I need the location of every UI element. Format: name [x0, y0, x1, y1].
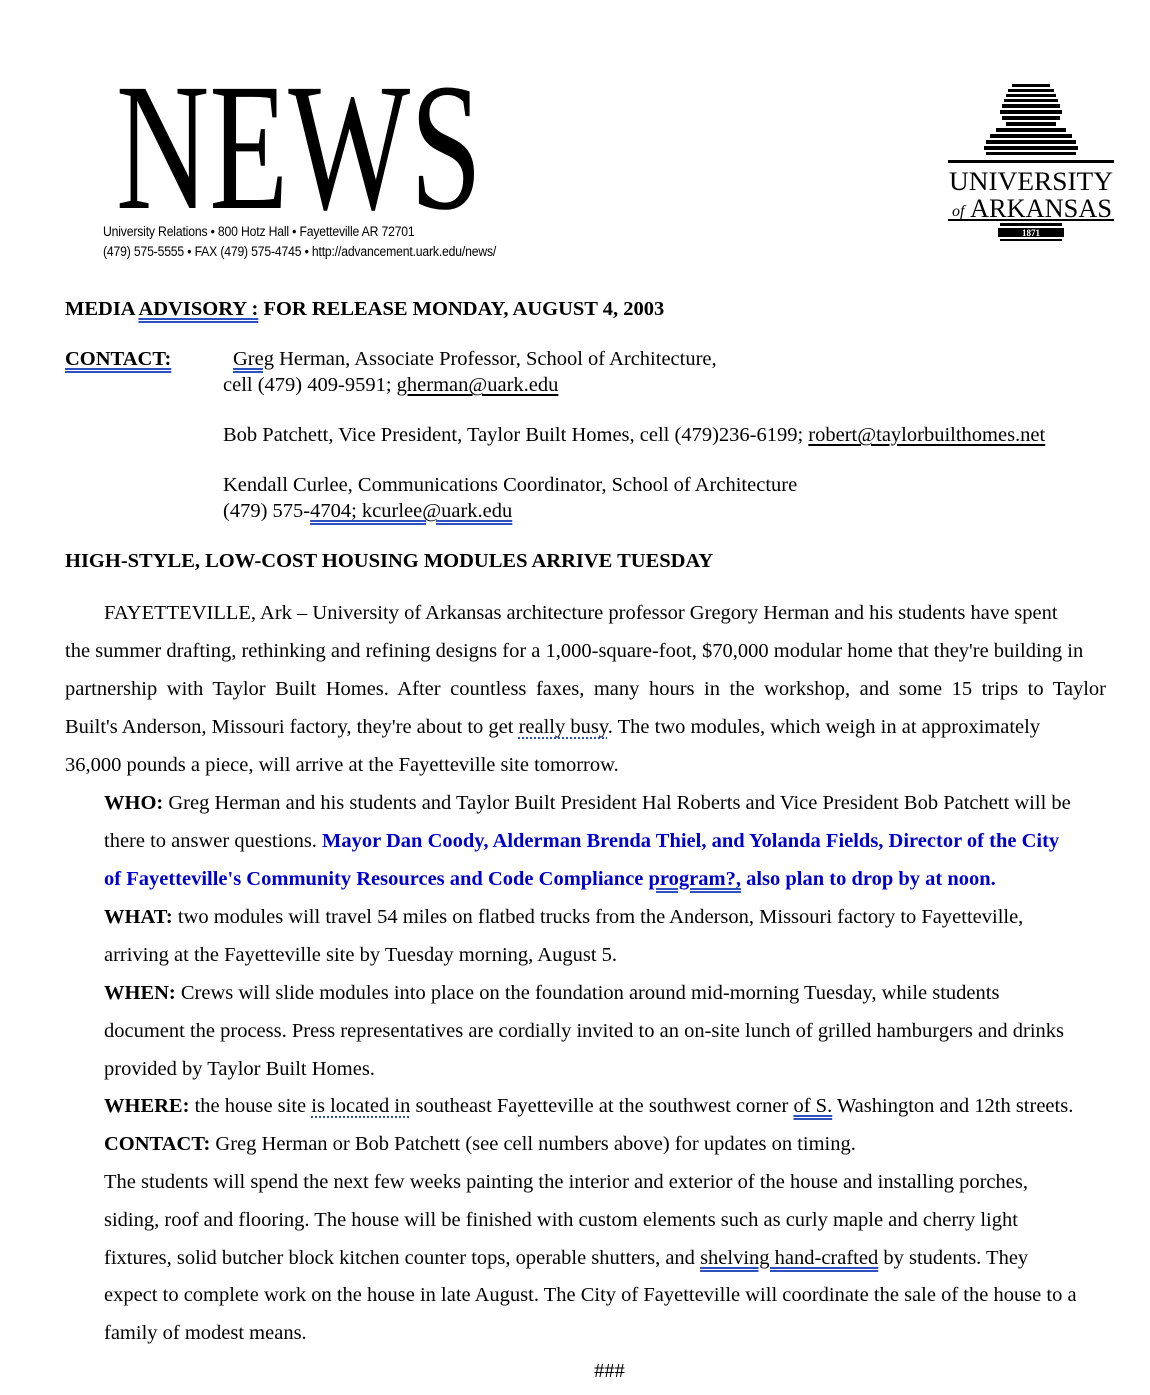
who-text-1: Greg Herman and his students and Taylor Built President Hal Roberts and Vice President Bob Patchett will be [163, 792, 1071, 814]
when-text-1: Crews will slide modules into place on the foundation around mid-morning Tuesday, while students [175, 982, 1000, 1004]
release-date: FOR RELEASE MONDAY, AUGUST 4, 2003 [258, 298, 665, 320]
body-paragraph-1-line-2: the summer drafting, rethinking and refining designs for a 1,000-square-foot, $70,000 modular home that they're building in [65, 640, 1084, 662]
contact-1-email-link[interactable]: gherman@uark.edu [396, 374, 559, 396]
who-text-3a: of Fayetteville's Community Resources and Code Compliance [104, 868, 649, 890]
who-line-2 [104, 822, 1059, 860]
where-c: southeast Fayetteville at the southwest corner [410, 1095, 794, 1117]
body-paragraph-1-line-4 [65, 708, 1040, 746]
contact-3-phone [223, 500, 512, 523]
advisory-media: MEDIA [65, 298, 139, 320]
body-paragraph-1-line-3: partnership with Taylor Built Homes. After countless faxes, many hours in the workshop, and some 15 trips to Taylor [65, 678, 1106, 700]
when-label: WHEN: [104, 982, 176, 1004]
what-line-2: arriving at the Fayetteville site by Tuesday morning, August 5. [104, 944, 618, 966]
p2-l3-a: fixtures, solid butcher block kitchen counter tops, operable shutters, and [104, 1247, 701, 1269]
who-text-3b: program?, [648, 868, 741, 890]
contact-1-title: Herman, Associate Professor, School of Architecture, [273, 348, 717, 370]
who-label: WHO: [104, 792, 164, 814]
university-logo [946, 82, 1116, 242]
body-paragraph-2-line-1: The students will spend the next few weeks painting the interior and exterior of the house and installing porches, [104, 1171, 1028, 1193]
p2-l3-b: shelving hand-crafted [700, 1247, 879, 1269]
body-paragraph-1-line-1: FAYETTEVILLE, Ark – University of Arkansas architecture professor Gregory Herman and his students have spent [104, 602, 1058, 624]
what-label: WHAT: [104, 906, 173, 928]
p1-l4-b: really busy [518, 716, 608, 738]
where-label: WHERE: [104, 1095, 190, 1117]
contact-line-text: Greg Herman or Bob Patchett (see cell numbers above) for updates on timing. [210, 1133, 856, 1155]
who-text-2a: there to answer questions. [104, 830, 323, 852]
contact-3-name: Kendall Curlee, Communications Coordinator, School of Architecture [223, 474, 798, 496]
when-line-1 [104, 974, 999, 1012]
body-paragraph-2-line-4: expect to complete work on the house in late August. The City of Fayetteville will coordinate the sale of the house to a [104, 1284, 1077, 1306]
where-a: the house site [189, 1095, 312, 1117]
end-mark: ### [594, 1360, 625, 1382]
where-line [104, 1087, 1073, 1125]
logo-of: of [952, 203, 965, 220]
body-paragraph-2-line-5: family of modest means. [104, 1322, 307, 1344]
address-line-1: University Relations • 800 Hotz Hall • Fayetteville AR 72701 [103, 224, 415, 240]
contact-1-cell: cell (479) 409-9591; [223, 374, 397, 396]
when-line-3: provided by Taylor Built Homes. [104, 1058, 375, 1080]
contact-label: CONTACT: [65, 348, 172, 370]
contact-2 [223, 424, 1045, 447]
contact-2-email-link[interactable]: robert@taylorbuilthomes.net [808, 424, 1046, 446]
contact-1-phone [223, 374, 558, 397]
body-paragraph-2-line-2: siding, roof and flooring. The house will be finished with custom elements such as curly maple and cherry light [104, 1209, 1018, 1231]
letterhead-address [103, 222, 496, 262]
news-wordmark [114, 56, 486, 228]
logo-university: UNIVERSITY [949, 167, 1114, 196]
who-line-1 [104, 784, 1071, 822]
who-line-3 [104, 860, 996, 898]
media-advisory-line [65, 298, 664, 321]
who-text-3c: also plan to drop by at noon. [740, 868, 996, 890]
contact-3-email-link[interactable]: 4704; kcurlee@uark.edu [310, 500, 513, 522]
contact-1-name [233, 348, 717, 371]
contact-1-first: Greg [233, 348, 274, 370]
where-e: Washington and 12th streets. [832, 1095, 1074, 1117]
p1-l4-a: Built's Anderson, Missouri factory, they're about to get [65, 716, 519, 738]
what-line-1 [104, 898, 1023, 936]
contact-line-label: CONTACT: [104, 1133, 211, 1155]
where-b: is located in [311, 1095, 411, 1117]
news-wordmark-text: NEWS [116, 56, 482, 228]
where-d: of S. [793, 1095, 833, 1117]
contact-3-phone-a: (479) 575- [223, 500, 311, 522]
headline: HIGH-STYLE, LOW-COST HOUSING MODULES ARRIVE TUESDAY [65, 550, 714, 572]
when-line-2: document the process. Press representatives are cordially invited to an on-site lunch of grilled hamburgers and drinks [104, 1020, 1065, 1042]
address-line-2: (479) 575-5555 • FAX (479) 575-4745 • http://advancement.uark.edu/news/ [103, 244, 497, 260]
p1-l4-c: . The two modules, which weigh in at approximately [607, 716, 1041, 738]
p2-l3-c: by students. They [878, 1247, 1029, 1269]
who-text-2b: Mayor Dan Coody, Alderman Brenda Thiel, and Yolanda Fields, Director of the City [322, 830, 1060, 852]
advisory-label: ADVISORY : [138, 298, 259, 320]
what-text-1: two modules will travel 54 miles on flatbed trucks from the Anderson, Missouri factory to Fayetteville, [172, 906, 1024, 928]
body-paragraph-2-line-3 [104, 1239, 1028, 1277]
contact-line [104, 1125, 856, 1163]
contact-2-text: Bob Patchett, Vice President, Taylor Built Homes, cell (479)236-6199; [223, 424, 809, 446]
logo-year: 1871 [1022, 228, 1040, 238]
body-paragraph-1-line-5: 36,000 pounds a piece, will arrive at the Fayetteville site tomorrow. [65, 754, 619, 776]
logo-arkansas: ARKANSAS [970, 194, 1112, 223]
